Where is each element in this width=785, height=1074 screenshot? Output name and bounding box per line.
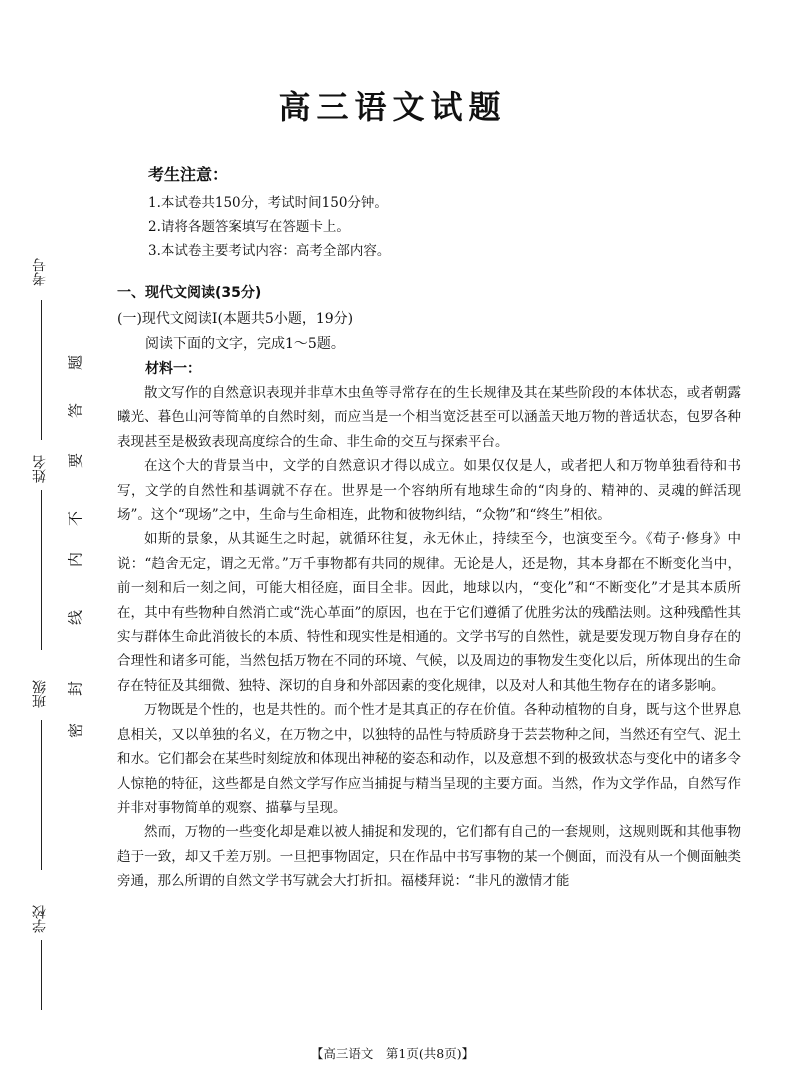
- notice-item: 2.请将各题答案填写在答题卡上。: [148, 219, 350, 235]
- seal-char: 不: [66, 511, 85, 527]
- seal-char: 题: [66, 355, 85, 371]
- page-title: 高三语文试题: [278, 88, 507, 126]
- school-label: 学校: [32, 905, 48, 933]
- passage-paragraph: 然而，万物的一些变化却是难以被人捕捉和发现的，它们都有自己的一套规则，这规则既和其他事物趋于一致，却又千差万别。一旦把事物固定，只在作品中书写事物的某一个侧面，而没有从一个侧面触类旁通，那么所谓的自然文学书写就会大打折扣。福楼拜说：“非凡的激情才能: [117, 824, 741, 890]
- seal-char: 内: [66, 552, 85, 568]
- notice-block: [148, 162, 648, 263]
- notice-item: 3.本试卷主要考试内容：高考全部内容。: [148, 243, 391, 259]
- class-label: 班级: [32, 680, 48, 708]
- seal-char: 封: [66, 681, 85, 697]
- section-heading: 一、现代文阅读(35分): [117, 285, 262, 301]
- school-line: [41, 940, 42, 1010]
- notice-heading: 考生注意：: [148, 165, 229, 184]
- name-label: 姓名: [32, 455, 48, 483]
- name-line: [41, 490, 42, 650]
- exam-number-line: [41, 300, 42, 440]
- seal-char: 线: [66, 610, 85, 626]
- passage-paragraph: 如斯的景象，从其诞生之时起，就循环往复，永无休止，持续至今，也演变至今。《荀子·修身》中说：“趋舍无定，谓之无常。”万千事物都有共同的规律。无论是人，还是物，其本身都在不断变化当中，前一刻和后一刻之间，可能大相径庭，面目全非。因此，地球以内，“变化”和“不断变化”才是其本质所在，其中有些物种自然消亡或“洗心革面”的原因，也在于它们遵循了优胜劣汰的残酷法则。这种残酷性其实与群体生命此消彼长的本质、特性和现实性是相通的。文学书写的自然性，就是要发现万物自身存在的合理性和诸多可能，当然包括万物在不同的环境、气候，以及周边的事物发生变化以后，所体现出的生命存在特征及其细微、独特、深切的自身和外部因素的变化规律，以及对人和其他生物存在的诸多影响。: [117, 531, 741, 694]
- reading-passage: [117, 381, 741, 894]
- notice-item: 1.本试卷共150分，考试时间150分钟。: [148, 195, 388, 211]
- class-line: [41, 720, 42, 870]
- reading-instruction: 阅读下面的文字，完成1～5题。: [145, 336, 345, 352]
- seal-char: 密: [66, 723, 85, 739]
- passage-paragraph: 在这个大的背景当中，文学的自然意识才得以成立。如果仅仅是人，或者把人和万物单独看待和书写，文学的自然性和基调就不存在。世界是一个容纳所有地球生命的“肉身的、精神的、灵魂的鲜活现场”。这个“现场”之中，生命与生命相连，此物和彼物纠结，“众物”和“终生”相依。: [117, 458, 741, 524]
- page-footer: 【高三语文 第1页(共8页)】: [310, 1046, 475, 1061]
- exam-number-label: 考号: [32, 258, 48, 286]
- material-label: 材料一：: [145, 361, 201, 377]
- seal-char: 要: [66, 453, 85, 469]
- passage-paragraph: 散文写作的自然意识表现并非草木虫鱼等寻常存在的生长规律及其在某些阶段的本体状态，或者朝露曦光、暮色山河等简单的自然时刻，而应当是一个相当宽泛甚至可以涵盖天地万物的普适状态，包罗各种表现甚至是极致表现高度综合的生命、非生命的交互与探索平台。: [117, 385, 741, 450]
- seal-char: 答: [66, 403, 85, 419]
- binding-margin: [0, 0, 100, 1074]
- passage-paragraph: 万物既是个性的，也是共性的。而个性才是其真正的存在价值。各种动植物的自身，既与这个世界息息相关，又以单独的名义，在万物之中，以独特的品性与特质跻身于芸芸物种之间，当然还有空气、泥土和水。它们都会在某些时刻绽放和体现出神秘的姿态和动作，以及意想不到的极致状态与变化中的诸多令人惊艳的特征，这些都是自然文学写作应当捕捉与精当呈现的主要方面。当然，作为文学作品，自然写作并非对事物简单的观察、描摹与呈现。: [117, 702, 741, 816]
- sub-section-heading: (一)现代文阅读Ⅰ(本题共5小题，19分): [117, 311, 354, 327]
